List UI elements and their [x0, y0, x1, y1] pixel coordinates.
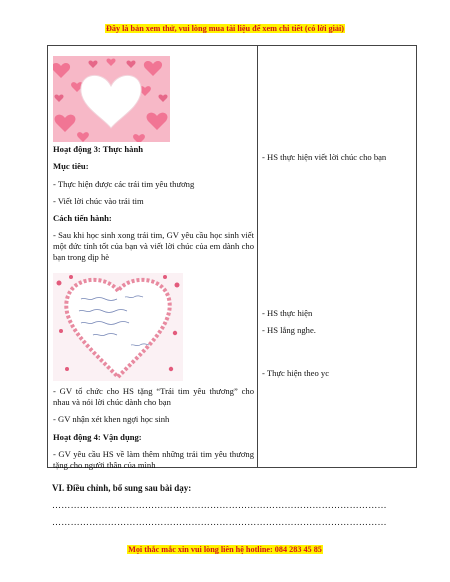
activity4-title: Hoạt động 4: Vận dụng: — [53, 432, 142, 442]
method-1: - Sau khi học sinh xong trái tim, GV yêu cầu học sinh viết một đức tính tốt của bạn và viết lời chúc của em dành cho bạn trong dịp hè — [53, 230, 254, 262]
gv-activity-2: - GV nhận xét khen ngợi học sinh — [53, 414, 170, 424]
top-banner — [0, 24, 450, 33]
right-item-2: - HS thực hiện — [262, 308, 313, 318]
method-label: Cách tiến hành: — [53, 213, 112, 223]
objective-2: - Viết lời chúc vào trái tim — [53, 196, 144, 206]
heart-card-image — [53, 273, 183, 381]
right-item-1: - HS thực hiện viết lời chúc cho bạn — [262, 152, 387, 162]
bottom-banner-text: Mọi thắc mắc xin vui lòng liên hệ hotline: 084 283 45 85 — [128, 545, 322, 554]
dotted-line-2: ……………………………………………………………………………………………… — [52, 517, 387, 527]
bottom-banner — [0, 545, 450, 554]
gv-activity-1: - GV tổ chức cho HS tặng “Trái tim yêu thương” cho nhau và nói lời chúc dành cho bạn — [53, 386, 254, 407]
objective-label: Mục tiêu: — [53, 161, 89, 171]
section-title: VI. Điều chỉnh, bổ sung sau bài dạy: — [52, 483, 192, 493]
activity3-title: Hoạt động 3: Thực hành — [53, 144, 144, 154]
lesson-table — [47, 45, 417, 468]
right-item-4: - Thực hiện theo yc — [262, 368, 330, 378]
dotted-line-1: ……………………………………………………………………………………………… — [52, 500, 387, 510]
activity4-1: - GV yêu cầu HS về làm thêm những trái tim yêu thương tặng cho người thân của mình — [53, 449, 254, 470]
right-item-3: - HS lắng nghe. — [262, 325, 316, 335]
top-banner-text: Đây là bản xem thử, vui lòng mua tài liệu để xem chi tiết (có lời giải) — [105, 24, 344, 33]
objective-1: - Thực hiện được các trái tim yêu thương — [53, 179, 195, 189]
pink-hearts-image — [53, 56, 170, 142]
column-divider — [257, 46, 258, 467]
